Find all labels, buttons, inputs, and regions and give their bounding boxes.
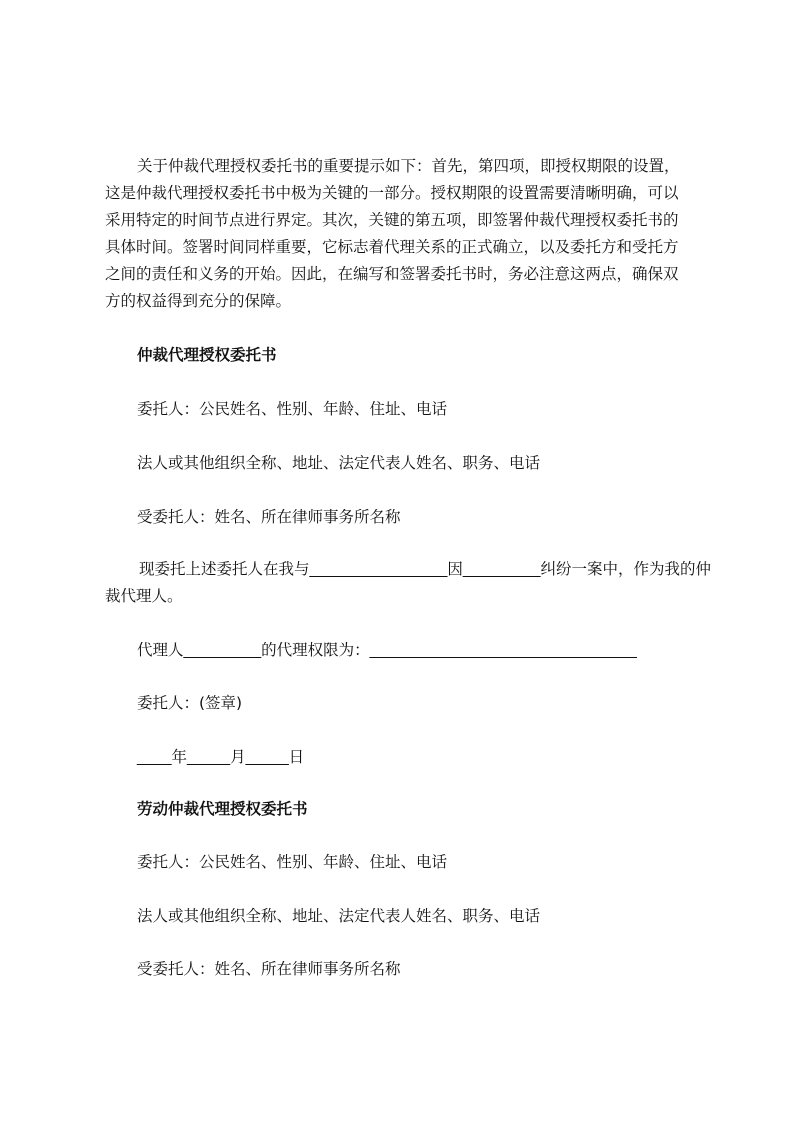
form2-agent: 受委托人：姓名、所在律师事务所名称 — [137, 960, 401, 978]
intro-line: 采用特定的时间节点进行界定。其次，关键的第五项，即签署仲裁代理授权委托书的 — [105, 211, 679, 229]
intro-line: 方的权益得到充分的保障。 — [105, 292, 292, 310]
form1-entrust-line1: 现委托上述委托人在我与________________因_________纠纷一案中，作为我的仲 — [139, 561, 712, 578]
intro-line: 之间的责任和义务的开始。因此，在编写和签署委托书时，务必注意这两点，确保双 — [105, 265, 679, 283]
form2-org: 法人或其他组织全称、地址、法定代表人姓名、职务、电话 — [137, 907, 541, 925]
form1-principal: 委托人：公民姓名、性别、年龄、住址、电话 — [137, 400, 448, 418]
form1-entrust-line2: 裁代理人。 — [105, 587, 183, 605]
form1-title: 仲裁代理授权委托书 — [137, 346, 277, 364]
form1-org: 法人或其他组织全称、地址、法定代表人姓名、职务、电话 — [137, 454, 541, 472]
form1-date: ____年_____月_____日 — [137, 749, 305, 766]
intro-line: 具体时间。签署时间同样重要，它标志着代理关系的正式确立，以及委托方和受托方 — [105, 238, 679, 256]
form1-agent: 受委托人：姓名、所在律师事务所名称 — [137, 508, 401, 526]
intro-line: 这是仲裁代理授权委托书中极为关键的一部分。授权期限的设置需要清晰明确，可以 — [105, 184, 679, 202]
intro-line: 关于仲裁代理授权委托书的重要提示如下：首先，第四项，即授权期限的设置， — [137, 157, 680, 175]
form1-signature: 委托人：(签章) — [137, 694, 243, 712]
form1-authority: 代理人_________的代理权限为：_______________________________ — [137, 642, 637, 659]
form2-principal: 委托人：公民姓名、性别、年龄、住址、电话 — [137, 853, 448, 871]
form2-title: 劳动仲裁代理授权委托书 — [137, 800, 308, 818]
intro-paragraph — [105, 153, 705, 315]
